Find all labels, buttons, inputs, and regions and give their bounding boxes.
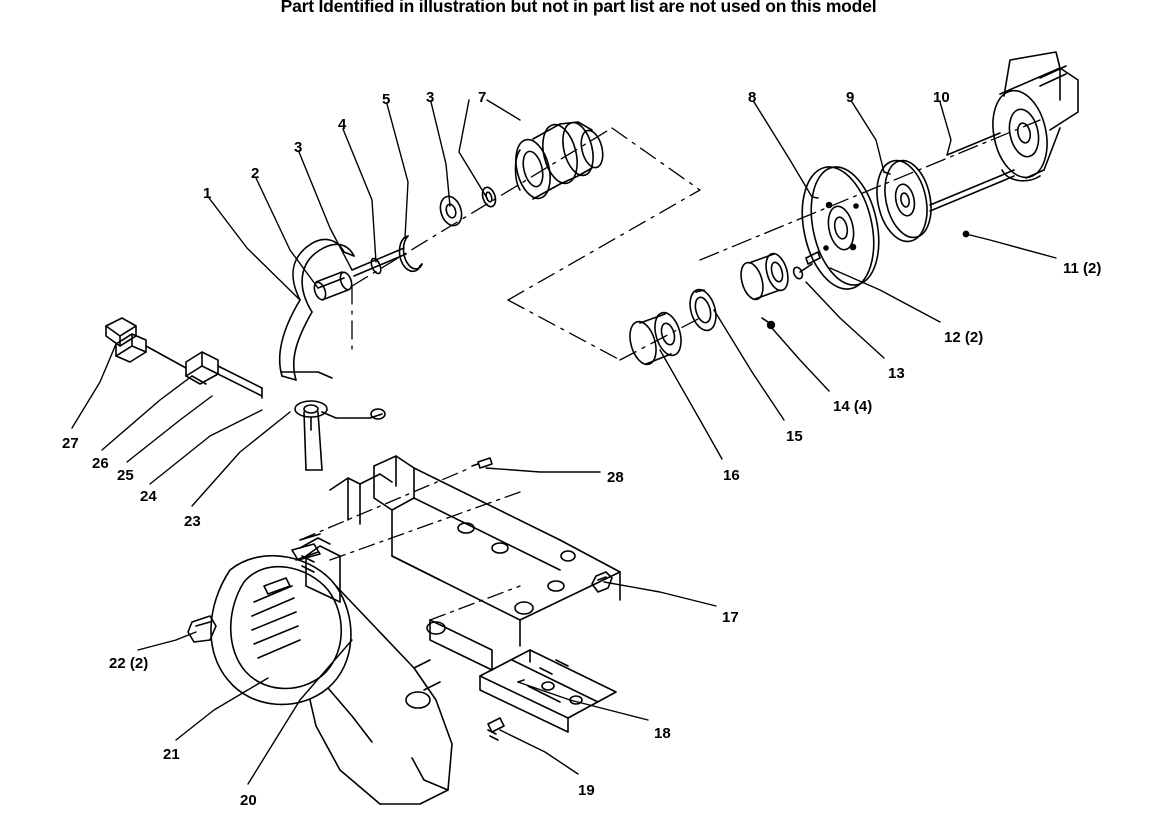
callout-15: 15 (786, 428, 803, 445)
page-title: Part Identified in illustration but not in part list are not used on this model (280, 0, 877, 16)
callout-16: 16 (723, 467, 740, 484)
part-8-large-pulley (792, 160, 889, 295)
part-3-bushing (312, 271, 354, 301)
leader-lines-right (486, 234, 1056, 774)
part-3b-washer (437, 194, 465, 229)
part-9-small-pulley (870, 156, 938, 246)
part-18-attachment (518, 680, 524, 682)
part-1-2-handle-rod (280, 239, 354, 380)
part-6-thin-washer (480, 186, 498, 209)
callout-22: 22 (2) (109, 655, 149, 672)
callout-9: 9 (846, 89, 855, 106)
part-14-bolt (762, 318, 774, 328)
part-11-engine-housing (963, 52, 1078, 237)
callout-1: 1 (203, 185, 212, 202)
callout-11: 11 (2) (1063, 260, 1102, 277)
callout-25: 25 (117, 467, 134, 484)
part-4-shaft (352, 248, 406, 276)
callout-2: 2 (251, 165, 260, 182)
callout-4: 4 (338, 116, 347, 133)
phantom-axis-right (700, 120, 1040, 260)
callout-20: 20 (240, 792, 257, 809)
part-15-washer (686, 287, 721, 334)
parts-24-27-brackets (106, 318, 385, 419)
part-17-nut (592, 572, 612, 592)
callout-10: 10 (933, 89, 950, 106)
callout-8: 8 (748, 89, 757, 106)
callout-7: 7 (478, 89, 487, 106)
callout-19: 19 (578, 782, 595, 799)
callout-27: 27 (62, 435, 79, 452)
part-16-bearing-sleeve (625, 310, 685, 368)
callout-13: 13 (888, 365, 905, 382)
callout-21: 21 (163, 746, 180, 763)
callout-3b: 3 (426, 89, 435, 106)
callout-5: 5 (382, 91, 391, 108)
callout-3a: 3 (294, 139, 303, 156)
callout-18: 18 (654, 725, 671, 742)
part-7-stepped-pulley (510, 119, 606, 202)
callout-17: 17 (722, 609, 739, 626)
callout-14: 14 (4) (833, 398, 873, 415)
callout-24: 24 (140, 488, 157, 505)
callout-26: 26 (92, 455, 109, 472)
leader-lines-top (209, 100, 951, 300)
part-5-retaining-ring (400, 236, 423, 271)
part-28-bolt (472, 458, 492, 468)
part-20-chute-skirt (310, 586, 452, 804)
part-13-collar (737, 251, 792, 302)
callout-12: 12 (2) (944, 329, 984, 346)
callout-23: 23 (184, 513, 201, 530)
main-frame-chassis (300, 456, 620, 732)
callout-28: 28 (607, 469, 624, 486)
part-10-shaft (930, 133, 1014, 211)
part-19-screw (488, 718, 504, 740)
